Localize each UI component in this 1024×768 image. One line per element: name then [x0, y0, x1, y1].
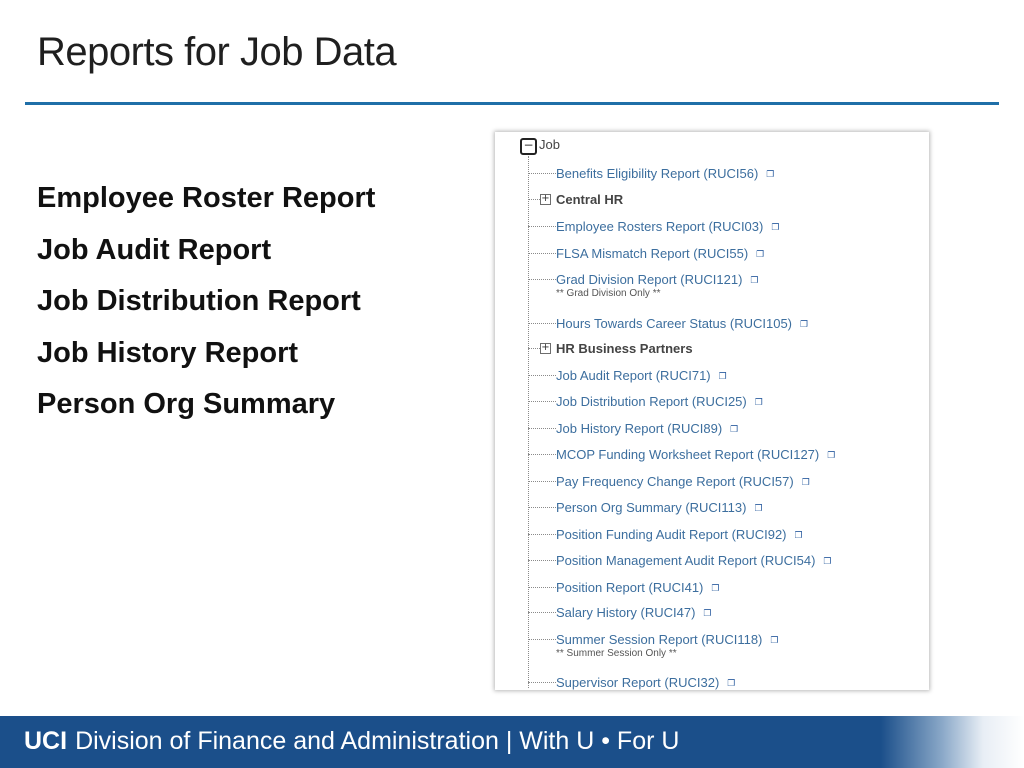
tree-connector-dash [528, 253, 556, 254]
tree-link-label[interactable]: Employee Rosters Report (RUCI03) ❐ [556, 219, 780, 234]
tree-connector-dash [528, 428, 556, 429]
new-window-icon[interactable]: ❐ [703, 608, 712, 618]
tree-link-label[interactable]: Position Report (RUCI41) ❐ [556, 580, 720, 595]
tree-connector-dash [528, 401, 556, 402]
new-window-icon[interactable]: ❐ [730, 424, 739, 434]
tree-connector-dash [528, 560, 556, 561]
tree-link-label[interactable]: MCOP Funding Worksheet Report (RUCI127) ❐ [556, 447, 836, 462]
new-window-icon[interactable]: ❐ [771, 222, 780, 232]
expand-toggle-icon[interactable]: + [541, 342, 550, 353]
tree-connector-dash [528, 173, 556, 174]
footer-tagline: Division of Finance and Administration | With U • For U [75, 727, 680, 755]
new-window-icon[interactable]: ❐ [750, 275, 759, 285]
tree-connector-dash [528, 534, 556, 535]
tree-link-label[interactable]: Salary History (RUCI47) ❐ [556, 605, 712, 620]
tree-connector-dash [528, 682, 556, 683]
tree-connector-dash [528, 375, 556, 376]
new-window-icon[interactable]: ❐ [727, 678, 736, 688]
tree-connector-dash [528, 323, 556, 324]
bullet-item: Employee Roster Report [37, 182, 376, 214]
tree-connector-dash [528, 226, 556, 227]
tree-connector-dash [528, 279, 556, 280]
new-window-icon[interactable]: ❐ [754, 503, 763, 513]
tree-link-label[interactable]: Benefits Eligibility Report (RUCI56) ❐ [556, 166, 775, 181]
tree-link-label[interactable]: Grad Division Report (RUCI121) ❐ [556, 272, 759, 287]
new-window-icon[interactable]: ❐ [823, 556, 832, 566]
tree-item-note: ** Grad Division Only ** [556, 288, 661, 299]
slide-title: Reports for Job Data [37, 30, 397, 74]
footer-text [24, 727, 679, 756]
report-tree-screenshot [495, 132, 929, 690]
new-window-icon[interactable]: ❐ [766, 169, 775, 179]
expand-toggle-icon[interactable]: + [541, 193, 550, 204]
bullet-item: Job Audit Report [37, 233, 272, 266]
tree-connector-dash [528, 481, 556, 482]
new-window-icon[interactable]: ❐ [800, 319, 809, 329]
tree-link-label[interactable]: Job History Report (RUCI89) ❐ [556, 421, 739, 436]
new-window-icon[interactable]: ❐ [711, 583, 720, 593]
tree-link-label[interactable]: Job Distribution Report (RUCI25) ❐ [556, 394, 763, 409]
tree-link-label[interactable]: Job Audit Report (RUCI71) ❐ [556, 368, 727, 383]
tree-link-label[interactable]: Pay Frequency Change Report (RUCI57) ❐ [556, 474, 810, 489]
tree-link-label[interactable]: Summer Session Report (RUCI118) ❐ [556, 632, 779, 647]
footer-bar [0, 716, 1024, 768]
tree-connector-dash [528, 454, 556, 455]
new-window-icon[interactable]: ❐ [801, 477, 810, 487]
new-window-icon[interactable]: ❐ [718, 371, 727, 381]
tree-folder-label[interactable]: Central HR [556, 192, 624, 207]
tree-link-label[interactable]: Person Org Summary (RUCI113) ❐ [556, 500, 763, 515]
new-window-icon[interactable]: ❐ [756, 249, 765, 259]
tree-root-label[interactable]: Job [539, 137, 560, 152]
tree-connector-dash [528, 507, 556, 508]
tree-connector-dash [528, 612, 556, 613]
new-window-icon[interactable]: ❐ [770, 635, 779, 645]
bullet-item: Job History Report [37, 336, 299, 369]
tree-connector-dash [528, 639, 556, 640]
tree-connector-dash [528, 587, 556, 588]
uci-logo: UCI [24, 727, 68, 755]
tree-connector-line [528, 156, 529, 688]
report-bullet-list [37, 176, 375, 434]
collapse-toggle-icon[interactable]: − [520, 138, 537, 155]
tree-link-label[interactable]: Supervisor Report (RUCI32) ❐ [556, 675, 736, 690]
bullet-item: Person Org Summary [37, 388, 336, 420]
new-window-icon[interactable]: ❐ [827, 450, 836, 460]
new-window-icon[interactable]: ❐ [794, 530, 803, 540]
tree-link-label[interactable]: Position Funding Audit Report (RUCI92) ❐ [556, 527, 803, 542]
tree-link-label[interactable]: Hours Towards Career Status (RUCI105) ❐ [556, 316, 809, 331]
tree-link-label[interactable]: Position Management Audit Report (RUCI54) ❐ [556, 553, 832, 568]
title-divider [25, 102, 999, 105]
bullet-item: Job Distribution Report [37, 285, 361, 317]
new-window-icon[interactable]: ❐ [754, 397, 763, 407]
tree-folder-label[interactable]: HR Business Partners [556, 341, 693, 356]
tree-link-label[interactable]: FLSA Mismatch Report (RUCI55) ❐ [556, 246, 765, 261]
tree-item-note: ** Summer Session Only ** [556, 648, 677, 659]
